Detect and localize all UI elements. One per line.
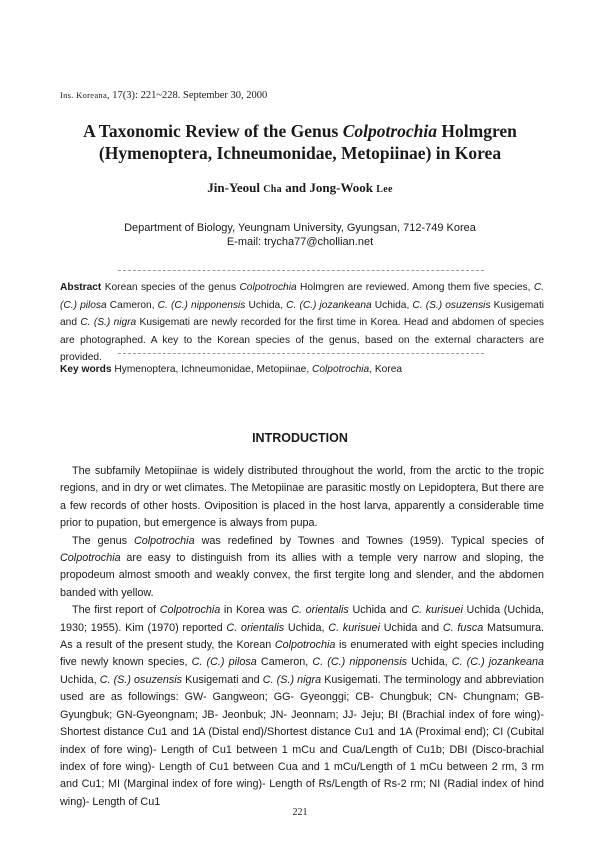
author-2-given: and Jong-Wook [281, 180, 377, 195]
abstract-species: C. (S.) nigra [80, 317, 137, 328]
genus-name: Colpotrochia [133, 534, 195, 547]
text: was redefined by Townes and Townes (1959). Typical species of [194, 534, 544, 547]
text: Uchida, [284, 621, 329, 634]
text: Kusigemati and [182, 673, 263, 686]
species-name: C. (C.) pilosa [191, 656, 257, 669]
keywords-label: Key words [60, 364, 112, 375]
title-genus: Colpotrochia [342, 121, 438, 141]
species-name: C. kurisuei [411, 604, 463, 617]
text: Cameron, [256, 656, 313, 669]
affiliation-department: Department of Biology, Yeungnam University, Gyungsan, 712-749 Korea [124, 222, 476, 234]
text: Kusigemati. The terminology and abbreviation used are as followings: GW- Gangweon; GG- Gyeonggi; CB- Chungbuk; CN- Chungnam; GB- Gyungbuk; GN-Gyeongnam; JB- Jeonbuk; JN- Jeonnam; JJ- Jeju; BI (Brachial index of fore wing)- Shortest distance Cu1 and 1A (Distal end)/Shortest distance Cu1 and 1A (Proximal end); CI (Cubital index of fore wing)- Length of Cu1 between 1 mCu and Cua/Length of Cu1b; DBI (Disco-brachial index of fore wing)- Length of Cu1 between Cua and 1 mCu/Length of 1 mCu between 2 rm, 3 rm and Cu1; MI (Marginal index of fore wing)- Length of Rs/Length of Rs-2 rm; NI (Radial index of hind wing)- Length of Cu1 [60, 673, 545, 808]
text: Uchida and [348, 604, 412, 617]
keywords-genus: Colpotrochia [312, 364, 370, 375]
author-list [40, 180, 560, 196]
genus-name: Colpotrochia [159, 604, 221, 617]
title-text: A Taxonomic Review of the Genus [83, 121, 343, 141]
genus-name: Colpotrochia [274, 639, 336, 652]
introduction-body [60, 463, 544, 811]
text: is enumerated with eight species including five newly known species, [60, 639, 544, 669]
text: Uchida, [60, 673, 100, 686]
species-name: C. (S.) nigra [262, 673, 322, 686]
abstract-species: C. (C.) jozankeana [286, 299, 372, 311]
species-name: C. fusca [442, 621, 484, 634]
citation-details: , 17(3): 221~228. September 30, 2000 [107, 90, 268, 101]
title-line-1 [40, 120, 560, 142]
text: are easy to distinguish from its allies with a temple very narrow and sloping, the propodeum almost smooth and weakly convex, the first tergite long and slender, and the abdomen banded with yellow. [60, 552, 544, 599]
abstract-species: C. (C.) pilosa [60, 282, 544, 311]
page-number: 221 [292, 807, 308, 818]
title-line-2: (Hymenoptera, Ichneumonidae, Metopiinae) in Korea [98, 143, 502, 163]
abstract-text: Holmgren are reviewed. Among them five species, [296, 282, 534, 293]
author-1-family: Cha [263, 184, 282, 195]
abstract-species: C. (C.) nipponensis [157, 299, 246, 311]
abstract-label: Abstract [60, 282, 102, 293]
section-heading-introduction: INTRODUCTION [252, 431, 348, 445]
abstract-text: Uchida, [371, 299, 413, 311]
text: Uchida and [380, 621, 443, 634]
affiliation-email: E-mail: trycha77@chollian.net [226, 236, 374, 248]
species-name: C. (C.) nipponensis [312, 656, 407, 669]
species-name: C. (C.) jozankeana [451, 656, 544, 669]
text: Uchida (Uchida, 1930; 1955). Kim (1970) reported [60, 604, 544, 634]
species-name: C. (S.) osuzensis [99, 673, 183, 686]
keywords-text: Hymenoptera, Ichneumonidae, Metopiinae, [111, 364, 313, 375]
genus-name: Colpotrochia [60, 552, 121, 565]
text: Uchida, [407, 656, 452, 669]
abstract-text: Kusigemati are newly recorded for the first time in Korea. Head and abdomen of species are photographed. A key to the Korean species of the genus, based on the external characters are provided. [60, 317, 544, 363]
species-name: C. orientalis [291, 604, 349, 617]
journal-citation [60, 90, 267, 101]
journal-name: Ins. Koreana [60, 90, 108, 100]
paragraph: The subfamily Metopiinae is widely distributed throughout the world, from the arctic to the tropic regions, and in dry or wet climates. The Metopiinae are parasitic mostly on Lepidoptera, But there are a few records of other hosts. Oviposition is placed in the host larva, apparently a considerable time prior to pupation, but emergence is always from pupa. [60, 465, 544, 530]
title-text-end: Holmgren [437, 121, 517, 141]
text: The first report of [72, 604, 160, 617]
abstract-species: C. (S.) osuzensis [412, 299, 491, 311]
abstract-text: Kusigemati and [60, 299, 545, 328]
paragraph [60, 533, 544, 603]
keywords-end: , Korea [369, 364, 403, 375]
text: in Korea was [220, 604, 292, 617]
paragraph [60, 602, 544, 811]
author-2-family: Lee [376, 184, 393, 195]
species-name: C. orientalis [226, 621, 285, 634]
affiliation [40, 221, 560, 249]
abstract-genus: Colpotrochia [239, 282, 297, 293]
abstract-bottom-rule [118, 353, 484, 354]
author-1-given: Jin-Yeoul [207, 180, 264, 195]
paper-title [40, 120, 560, 164]
abstract-top-rule [118, 270, 484, 271]
abstract-text: Korean species of the genus [101, 282, 240, 293]
text: Matsumura. As a result of the present study, the Korean [60, 621, 544, 652]
text: The genus [72, 534, 134, 547]
species-name: C. kurisuei [328, 621, 381, 634]
abstract-text: Uchida, [245, 299, 287, 311]
abstract-text: Cameron, [106, 299, 158, 311]
keywords [60, 364, 544, 375]
